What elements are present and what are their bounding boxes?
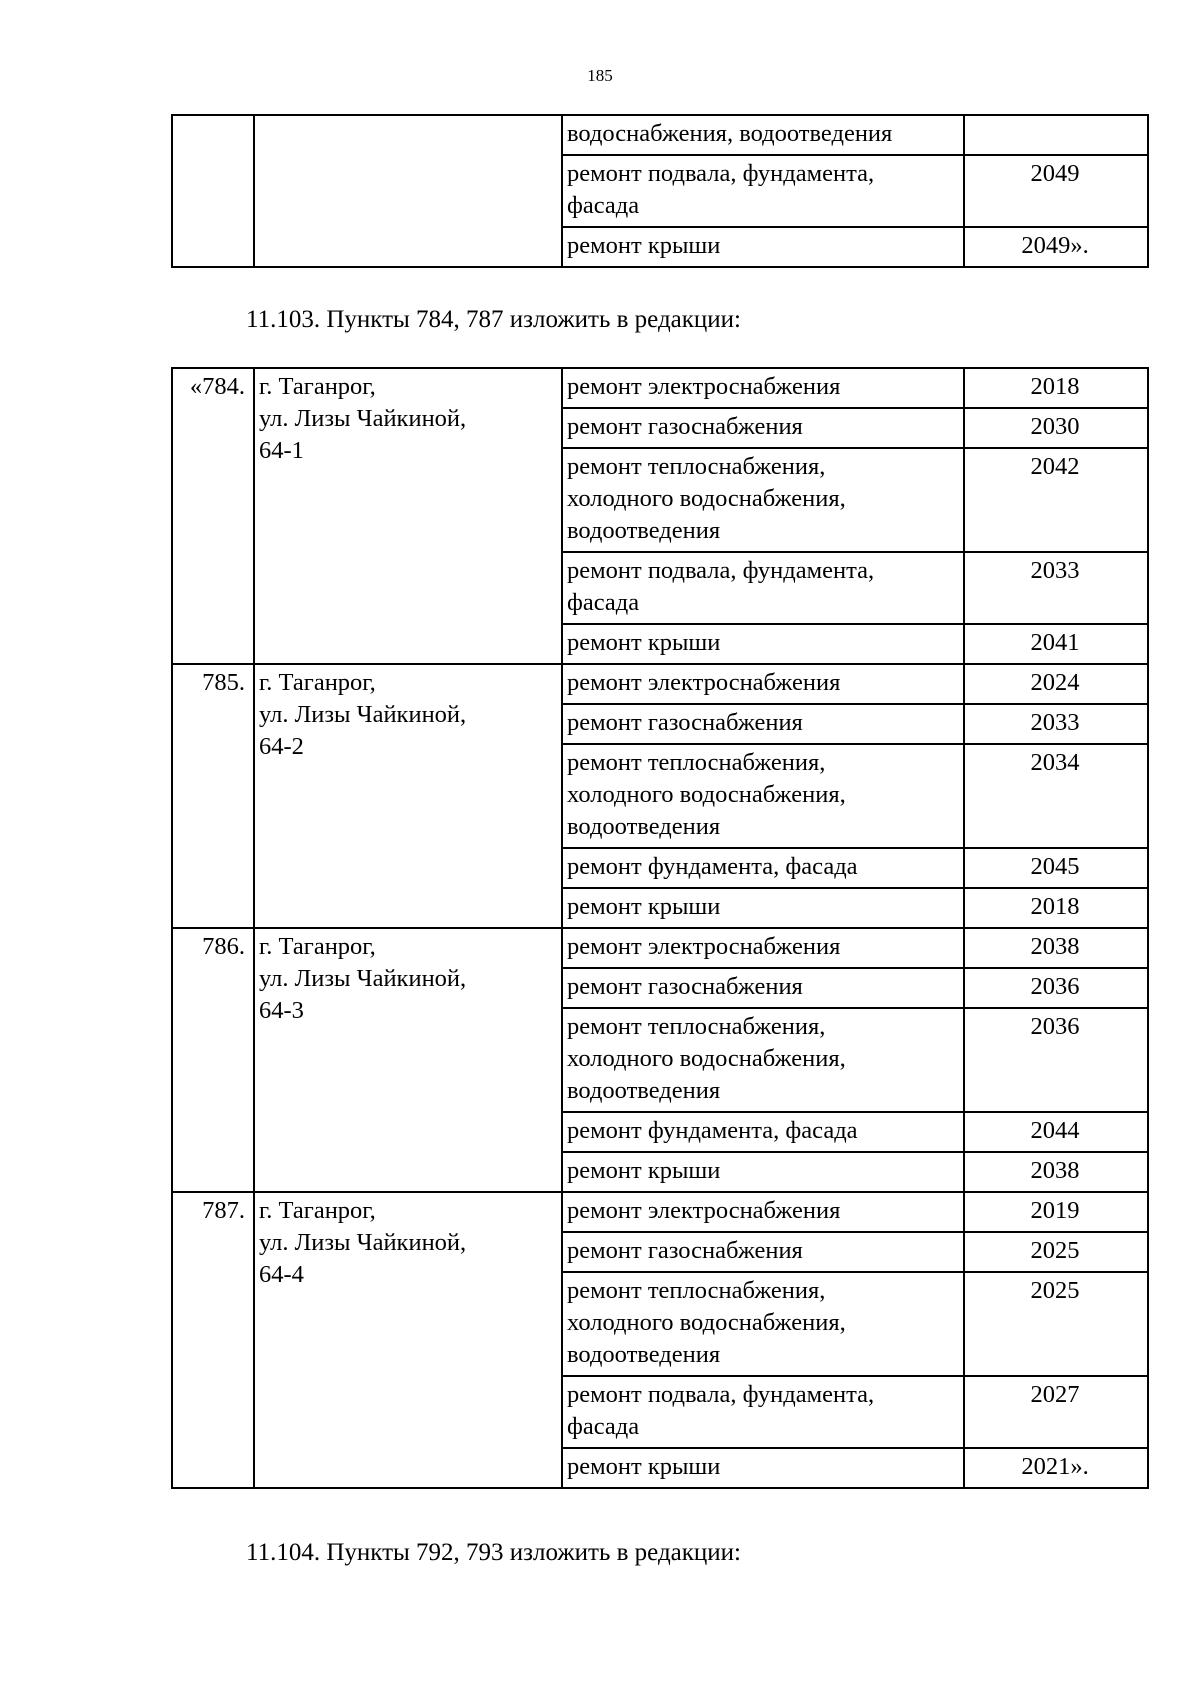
year-cell: 2021». xyxy=(964,1448,1148,1488)
year-cell: 2018 xyxy=(964,368,1148,408)
year-cell: 2025 xyxy=(964,1272,1148,1376)
address-cell: г. Таганрог, ул. Лизы Чайкиной, 64-3 xyxy=(254,928,562,1192)
year-cell: 2019 xyxy=(964,1192,1148,1232)
year-cell: 2033 xyxy=(964,704,1148,744)
year-cell: 2030 xyxy=(964,408,1148,448)
work-type-cell: ремонт фундамента, фасада xyxy=(562,1112,964,1152)
work-type-cell: ремонт теплоснабжения, холодного водоснабжения, водоотведения xyxy=(562,744,964,848)
work-type-cell: ремонт электроснабжения xyxy=(562,368,964,408)
work-type-cell: ремонт электроснабжения xyxy=(562,1192,964,1232)
amendment-paragraph-11-103: 11.103. Пункты 784, 787 изложить в редакции: xyxy=(246,306,741,333)
work-type-cell: ремонт фундамента, фасада xyxy=(562,848,964,888)
year-cell: 2018 xyxy=(964,888,1148,928)
work-type-cell: ремонт теплоснабжения, холодного водоснабжения, водоотведения xyxy=(562,1008,964,1112)
item-number-cell: 787. xyxy=(172,1192,254,1488)
item-number-cell: 786. xyxy=(172,928,254,1192)
year-cell: 2025 xyxy=(964,1232,1148,1272)
year-cell: 2045 xyxy=(964,848,1148,888)
year-cell: 2049 xyxy=(964,155,1148,227)
table-row xyxy=(172,368,1148,408)
continued-repair-table xyxy=(171,114,1149,268)
year-cell xyxy=(964,115,1148,155)
page-number: 185 xyxy=(587,66,613,85)
item-number-cell: «784. xyxy=(172,368,254,664)
year-cell: 2036 xyxy=(964,1008,1148,1112)
work-type-cell: ремонт крыши xyxy=(562,624,964,664)
work-type-cell: водоснабжения, водоотведения xyxy=(562,115,964,155)
year-cell: 2027 xyxy=(964,1376,1148,1448)
address-cell: г. Таганрог, ул. Лизы Чайкиной, 64-1 xyxy=(254,368,562,664)
year-cell: 2033 xyxy=(964,552,1148,624)
table-row xyxy=(172,115,1148,155)
repair-schedule-table xyxy=(171,367,1149,1489)
work-type-cell: ремонт газоснабжения xyxy=(562,408,964,448)
item-number-cell: 785. xyxy=(172,664,254,928)
item-number-cell xyxy=(172,115,254,267)
year-cell: 2036 xyxy=(964,968,1148,1008)
table-row xyxy=(172,1192,1148,1232)
work-type-cell: ремонт подвала, фундамента, фасада xyxy=(562,1376,964,1448)
year-cell: 2038 xyxy=(964,1152,1148,1192)
year-cell: 2038 xyxy=(964,928,1148,968)
year-cell: 2049». xyxy=(964,227,1148,267)
work-type-cell: ремонт газоснабжения xyxy=(562,704,964,744)
work-type-cell: ремонт теплоснабжения, холодного водоснабжения, водоотведения xyxy=(562,448,964,552)
table-row xyxy=(172,664,1148,704)
work-type-cell: ремонт крыши xyxy=(562,1152,964,1192)
year-cell: 2042 xyxy=(964,448,1148,552)
address-cell: г. Таганрог, ул. Лизы Чайкиной, 64-4 xyxy=(254,1192,562,1488)
year-cell: 2034 xyxy=(964,744,1148,848)
work-type-cell: ремонт подвала, фундамента, фасада xyxy=(562,155,964,227)
work-type-cell: ремонт электроснабжения xyxy=(562,928,964,968)
work-type-cell: ремонт электроснабжения xyxy=(562,664,964,704)
year-cell: 2024 xyxy=(964,664,1148,704)
address-cell: г. Таганрог, ул. Лизы Чайкиной, 64-2 xyxy=(254,664,562,928)
work-type-cell: ремонт подвала, фундамента, фасада xyxy=(562,552,964,624)
work-type-cell: ремонт теплоснабжения, холодного водоснабжения, водоотведения xyxy=(562,1272,964,1376)
work-type-cell: ремонт крыши xyxy=(562,888,964,928)
table-row xyxy=(172,928,1148,968)
work-type-cell: ремонт крыши xyxy=(562,1448,964,1488)
work-type-cell: ремонт газоснабжения xyxy=(562,968,964,1008)
year-cell: 2044 xyxy=(964,1112,1148,1152)
address-cell xyxy=(254,115,562,267)
work-type-cell: ремонт газоснабжения xyxy=(562,1232,964,1272)
year-cell: 2041 xyxy=(964,624,1148,664)
work-type-cell: ремонт крыши xyxy=(562,227,964,267)
amendment-paragraph-11-104: 11.104. Пункты 792, 793 изложить в редакции: xyxy=(246,1539,741,1566)
